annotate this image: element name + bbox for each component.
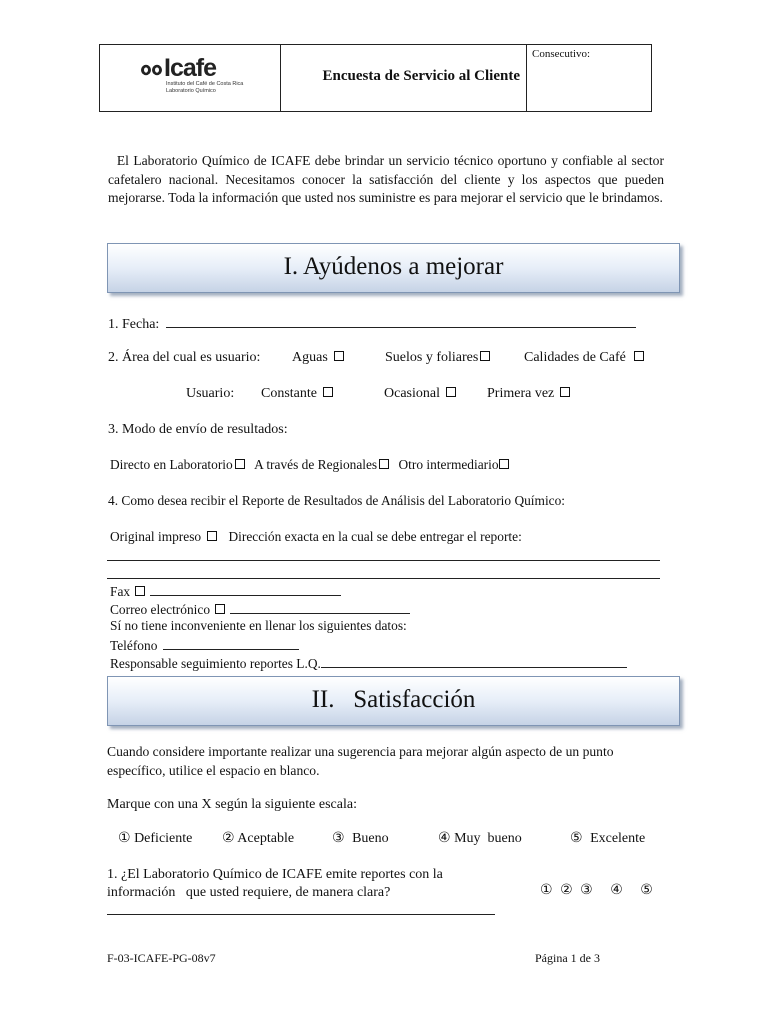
s2-q1-comment-line[interactable]: [107, 914, 495, 915]
rating-3-icon[interactable]: ③: [580, 882, 593, 898]
q4-original-row: [110, 529, 522, 545]
correo-line[interactable]: [230, 600, 410, 614]
title-cell: [280, 45, 527, 111]
telefono-line[interactable]: [163, 636, 299, 650]
section-2-instructions: Cuando considere importante realizar una sugerencia para mejorar algún aspecto de un punto específico, utilice el espacio en blanco.: [107, 744, 614, 778]
checkbox-suelos[interactable]: [480, 351, 490, 361]
s2-q1-line2: información que usted requiere, de manera clara?: [107, 885, 391, 900]
section-2-banner: [107, 676, 680, 726]
datos-label: Sí no tiene inconveniente en llenar los siguientes datos:: [110, 618, 407, 633]
logo-cell: [100, 45, 281, 111]
rating-2-icon[interactable]: ②: [560, 882, 573, 898]
form-title: Encuesta de Servicio al Cliente: [322, 68, 520, 84]
option-regionales-label: A través de Regionales: [254, 457, 378, 472]
option-suelos[interactable]: [385, 350, 492, 366]
option-calidades[interactable]: [524, 350, 646, 366]
scale-item-2: [222, 830, 294, 847]
footer-code: F-03-ICAFE-PG-08v7: [107, 951, 216, 965]
q3-options: [110, 457, 511, 473]
option-aguas-label: Aguas: [292, 350, 328, 365]
circle-3-icon: ③: [332, 830, 345, 846]
option-primera-vez-label: Primera vez: [487, 386, 555, 401]
intro-paragraph: [108, 152, 664, 208]
circle-1-icon: ①: [118, 830, 131, 846]
option-constante-label: Constante: [261, 386, 317, 401]
q2-label: 2. Área del cual es usuario:: [108, 350, 261, 365]
rating-4-icon[interactable]: ④: [610, 882, 623, 898]
option-otro[interactable]: [399, 457, 511, 472]
fax-line[interactable]: [150, 582, 341, 596]
intro-text: El Laboratorio Químico de ICAFE debe brindar un servicio técnico oportuno y confiable al sector cafetalero nacional. Necesitamos conocer la satisfacción del cliente y los aspectos que pueden mejorarse. Toda la información que usted nos suministre es para mejorar el servicio que le brindamos.: [108, 153, 665, 205]
scale-label-3: Bueno: [352, 831, 389, 846]
scale-label-5: Excelente: [590, 831, 646, 846]
logo-brand: Icafe: [164, 54, 216, 82]
circle-4-icon: ④: [438, 830, 451, 846]
telefono-label: Teléfono: [110, 638, 158, 653]
checkbox-aguas[interactable]: [334, 351, 344, 361]
option-suelos-label: Suelos y foliares: [385, 350, 479, 365]
q1-label: 1. Fecha:: [108, 317, 160, 332]
circle-2-icon: ②: [222, 830, 235, 846]
direccion-label: Dirección exacta en la cual se debe entregar el reporte:: [228, 529, 522, 544]
checkbox-original[interactable]: [207, 531, 217, 541]
option-directo[interactable]: [110, 457, 247, 472]
direccion-line-1[interactable]: [107, 560, 660, 561]
responsable-line[interactable]: [321, 654, 627, 668]
logo-subtitle-1: Instituto del Café de Costa Rica: [166, 81, 244, 87]
checkbox-primera-vez[interactable]: [560, 387, 570, 397]
correo-row: [110, 600, 410, 618]
scale-label: Marque con una X según la siguiente escala:: [107, 797, 357, 812]
scale-label-4: Muy bueno: [454, 831, 522, 846]
logo-mark-icon: [140, 62, 164, 76]
option-regionales[interactable]: [254, 457, 391, 472]
footer-page: Página 1 de 3: [535, 951, 600, 965]
responsable-label: Responsable seguimiento reportes L.Q.: [110, 656, 321, 671]
q4-label: 4. Como desea recibir el Reporte de Resultados de Análisis del Laboratorio Químico:: [108, 493, 566, 508]
rating-1-icon[interactable]: ①: [540, 882, 553, 898]
option-ocasional[interactable]: [384, 386, 458, 402]
section-1-title: I. Ayúdenos a mejorar: [283, 253, 504, 280]
checkbox-correo[interactable]: [215, 604, 225, 614]
checkbox-otro[interactable]: [499, 459, 509, 469]
checkbox-directo[interactable]: [235, 459, 245, 469]
scale-item-5: [570, 830, 645, 847]
option-constante[interactable]: [261, 386, 335, 402]
fax-label: Fax: [110, 584, 131, 599]
option-original[interactable]: [110, 529, 219, 544]
option-calidades-label: Calidades de Café: [524, 350, 626, 365]
icafe-logo: [140, 55, 243, 94]
header-table: [99, 44, 652, 112]
s2-q1-ratings: [540, 882, 653, 899]
rating-5-icon[interactable]: ⑤: [640, 882, 653, 898]
checkbox-fax[interactable]: [135, 586, 145, 596]
direccion-line-2[interactable]: [107, 578, 660, 579]
option-directo-label: Directo en Laboratorio: [110, 457, 233, 472]
telefono-row: [110, 636, 299, 654]
fax-row: [110, 582, 341, 600]
checkbox-regionales[interactable]: [379, 459, 389, 469]
option-original-label: Original impreso: [110, 529, 202, 544]
checkbox-ocasional[interactable]: [446, 387, 456, 397]
consecutivo-label: Consecutivo:: [532, 48, 591, 60]
q1-fecha: [108, 314, 636, 333]
correo-label: Correo electrónico: [110, 602, 211, 617]
logo-subtitle-2: Laboratorio Químico: [166, 87, 216, 94]
scale-item-1: [118, 830, 192, 847]
scale-item-4: [438, 830, 522, 847]
option-ocasional-label: Ocasional: [384, 386, 440, 401]
scale-label-1: Deficiente: [134, 831, 193, 846]
usuario-label: Usuario:: [186, 386, 235, 401]
section-1-banner: [107, 243, 680, 293]
scale-item-3: [332, 830, 389, 847]
scale-label-2: Aceptable: [237, 831, 295, 846]
consecutivo-cell[interactable]: [526, 45, 651, 111]
option-aguas[interactable]: [292, 350, 346, 366]
checkbox-constante[interactable]: [323, 387, 333, 397]
section-2-title: II. Satisfacción: [311, 686, 476, 713]
checkbox-calidades[interactable]: [634, 351, 644, 361]
fecha-line[interactable]: [166, 314, 636, 328]
option-primera-vez[interactable]: [487, 386, 572, 402]
circle-5-icon: ⑤: [570, 830, 583, 846]
s2-q1-line1: 1. ¿El Laboratorio Químico de ICAFE emite reportes con la: [107, 867, 443, 882]
responsable-row: [110, 654, 627, 672]
q3-label: 3. Modo de envío de resultados:: [108, 422, 288, 437]
option-otro-label: Otro intermediario: [398, 457, 499, 472]
